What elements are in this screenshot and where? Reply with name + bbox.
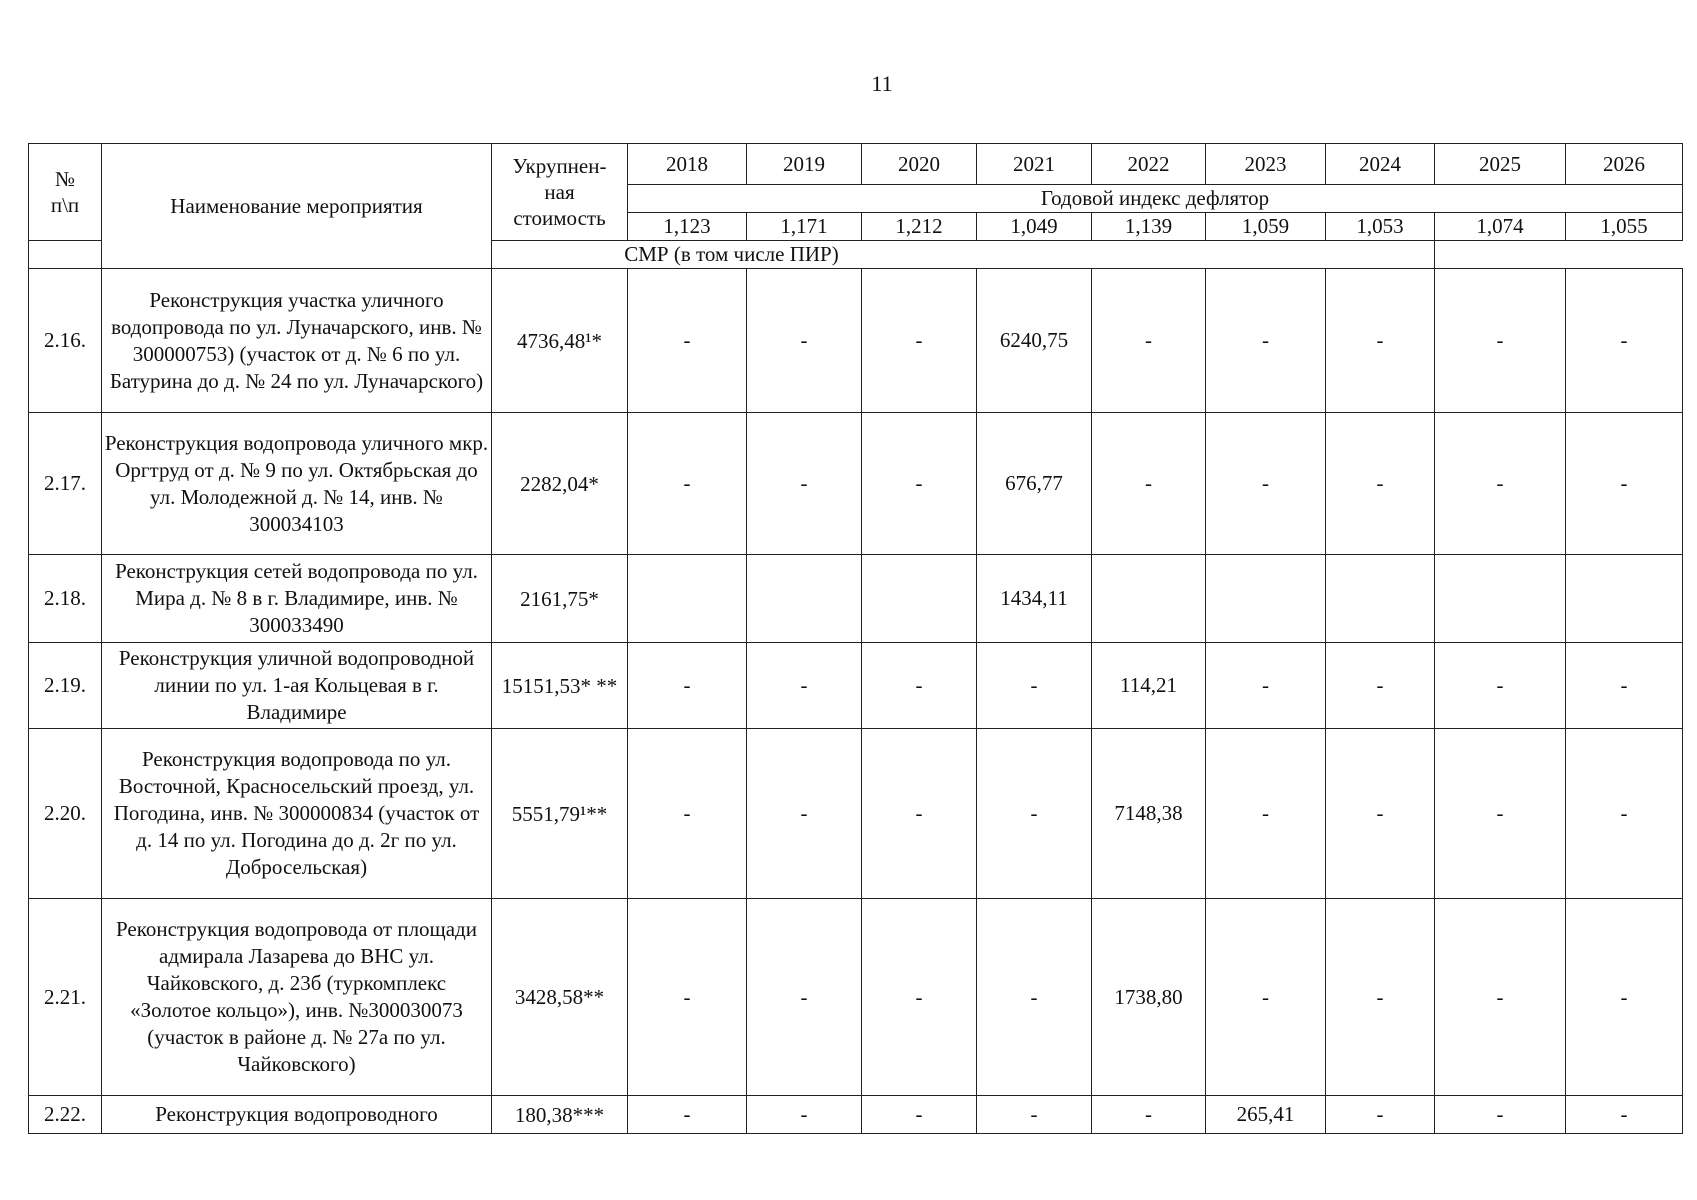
header-year: 2023: [1206, 144, 1326, 185]
header-name: Наименование мероприятия: [102, 144, 492, 269]
row-year-value: -: [862, 413, 977, 555]
row-year-value: -: [628, 729, 747, 899]
row-year-value: -: [977, 1096, 1092, 1134]
row-year-value: [1326, 555, 1435, 643]
row-year-value: [1092, 555, 1206, 643]
row-year-value: [1206, 555, 1326, 643]
row-year-value: -: [862, 899, 977, 1096]
row-year-value: -: [1566, 729, 1683, 899]
row-year-value: -: [1326, 269, 1435, 413]
header-year: 2020: [862, 144, 977, 185]
row-year-value: -: [628, 413, 747, 555]
row-year-value: -: [1326, 899, 1435, 1096]
row-year-value: -: [862, 269, 977, 413]
row-year-value: -: [1092, 1096, 1206, 1134]
row-year-value: -: [628, 643, 747, 729]
row-year-value: -: [1566, 643, 1683, 729]
header-deflator-label: Годовой индекс дефлятор: [628, 185, 1683, 213]
measures-table: [28, 143, 1683, 1134]
row-year-value: -: [747, 1096, 862, 1134]
row-year-value: -: [1092, 413, 1206, 555]
row-year-value: [747, 555, 862, 643]
row-year-value: -: [1326, 729, 1435, 899]
row-year-value: -: [628, 269, 747, 413]
row-year-value: -: [747, 643, 862, 729]
row-year-value: -: [977, 899, 1092, 1096]
header-year: 2026: [1566, 144, 1683, 185]
header-year: 2021: [977, 144, 1092, 185]
header-row-years: [29, 144, 1683, 185]
row-year-value: -: [1435, 269, 1566, 413]
row-cost: 3428,58**: [492, 899, 628, 1096]
row-year-value: -: [1326, 413, 1435, 555]
row-year-value: -: [1206, 413, 1326, 555]
row-year-value: -: [1435, 729, 1566, 899]
row-year-value: -: [977, 729, 1092, 899]
row-name: Реконструкция водопровода уличного мкр. Оргтруд от д. № 9 по ул. Октябрьская до ул. Молодежной д. № 14, инв. № 300034103: [102, 413, 492, 555]
row-cost: 4736,48¹*: [492, 269, 628, 413]
table-row: [29, 1096, 1683, 1134]
header-smr-label: СМР (в том числе ПИР): [29, 241, 1435, 269]
row-year-value: -: [1435, 413, 1566, 555]
header-year: 2025: [1435, 144, 1566, 185]
header-year: 2024: [1326, 144, 1435, 185]
page-number: 11: [871, 71, 893, 96]
row-number: 2.19.: [29, 643, 102, 729]
row-year-value: -: [862, 729, 977, 899]
row-name: Реконструкция водопровода от площади адмирала Лазарева до ВНС ул. Чайковского, д. 23б (туркомплекс «Золотое кольцо»), инв. №300030073 (участок в районе д. № 27а по ул. Чайковского): [102, 899, 492, 1096]
header-number-text: № п\п: [50, 167, 80, 217]
header-row-smr: [29, 241, 1683, 269]
row-cost: 15151,53* **: [492, 643, 628, 729]
row-number: 2.18.: [29, 555, 102, 643]
row-year-value: [1435, 555, 1566, 643]
row-year-value: -: [747, 269, 862, 413]
row-cost: 5551,79¹**: [492, 729, 628, 899]
row-year-value: -: [1566, 413, 1683, 555]
row-year-value: -: [1326, 1096, 1435, 1134]
header-deflator: 1,074: [1435, 213, 1566, 241]
row-number: 2.16.: [29, 269, 102, 413]
row-year-value: -: [1566, 269, 1683, 413]
header-deflator: 1,049: [977, 213, 1092, 241]
table-row: [29, 899, 1683, 1096]
row-year-value: 1738,80: [1092, 899, 1206, 1096]
row-year-value: -: [977, 643, 1092, 729]
row-year-value: -: [747, 729, 862, 899]
row-cost: 180,38***: [492, 1096, 628, 1134]
row-year-value: 6240,75: [977, 269, 1092, 413]
row-number: 2.21.: [29, 899, 102, 1096]
row-cost: 2282,04*: [492, 413, 628, 555]
row-cost: 2161,75*: [492, 555, 628, 643]
header-deflator: 1,123: [628, 213, 747, 241]
row-year-value: -: [747, 413, 862, 555]
row-year-value: -: [1206, 643, 1326, 729]
header-deflator: 1,059: [1206, 213, 1326, 241]
header-cost: [492, 144, 628, 241]
row-year-value: -: [747, 899, 862, 1096]
header-deflator: 1,171: [747, 213, 862, 241]
row-year-value: -: [1206, 269, 1326, 413]
row-year-value: 114,21: [1092, 643, 1206, 729]
row-name: Реконструкция участка уличного водопровода по ул. Луначарского, инв. № 300000753) (участок от д. № 6 по ул. Батурина до д. № 24 по ул. Луначарского): [102, 269, 492, 413]
row-year-value: -: [628, 899, 747, 1096]
table-row: [29, 643, 1683, 729]
row-number: 2.22.: [29, 1096, 102, 1134]
row-year-value: -: [862, 643, 977, 729]
header-deflator: 1,212: [862, 213, 977, 241]
row-year-value: -: [1435, 899, 1566, 1096]
row-year-value: -: [862, 1096, 977, 1134]
row-year-value: 676,77: [977, 413, 1092, 555]
header-deflator: 1,055: [1566, 213, 1683, 241]
table-row: [29, 269, 1683, 413]
row-name: Реконструкция сетей водопровода по ул. Мира д. № 8 в г. Владимире, инв. № 300033490: [102, 555, 492, 643]
row-year-value: [628, 555, 747, 643]
header-number: [29, 144, 102, 241]
row-year-value: -: [628, 1096, 747, 1134]
header-year: 2018: [628, 144, 747, 185]
row-year-value: -: [1566, 899, 1683, 1096]
row-year-value: -: [1435, 643, 1566, 729]
row-number: 2.17.: [29, 413, 102, 555]
row-year-value: -: [1092, 269, 1206, 413]
row-year-value: -: [1206, 899, 1326, 1096]
table-row: [29, 555, 1683, 643]
row-year-value: -: [1206, 729, 1326, 899]
row-year-value: -: [1326, 643, 1435, 729]
table-row: [29, 729, 1683, 899]
header-year: 2022: [1092, 144, 1206, 185]
row-year-value: 265,41: [1206, 1096, 1326, 1134]
row-year-value: [1566, 555, 1683, 643]
row-name: Реконструкция уличной водопроводной линии по ул. 1-ая Кольцевая в г. Владимире: [102, 643, 492, 729]
row-name: Реконструкция водопровода по ул. Восточной, Красносельский проезд, ул. Погодина, инв. № 300000834 (участок от д. 14 по ул. Погодина до д. 2г по ул. Добросельская): [102, 729, 492, 899]
row-year-value: [862, 555, 977, 643]
row-year-value: 7148,38: [1092, 729, 1206, 899]
row-year-value: -: [1435, 1096, 1566, 1134]
header-year: 2019: [747, 144, 862, 185]
row-number: 2.20.: [29, 729, 102, 899]
row-year-value: 1434,11: [977, 555, 1092, 643]
table-row: [29, 413, 1683, 555]
header-cost-text: Укрупнен-ная стоимость: [512, 154, 607, 230]
header-deflator: 1,053: [1326, 213, 1435, 241]
row-name: Реконструкция водопроводного: [102, 1096, 492, 1134]
header-deflator: 1,139: [1092, 213, 1206, 241]
row-year-value: -: [1566, 1096, 1683, 1134]
